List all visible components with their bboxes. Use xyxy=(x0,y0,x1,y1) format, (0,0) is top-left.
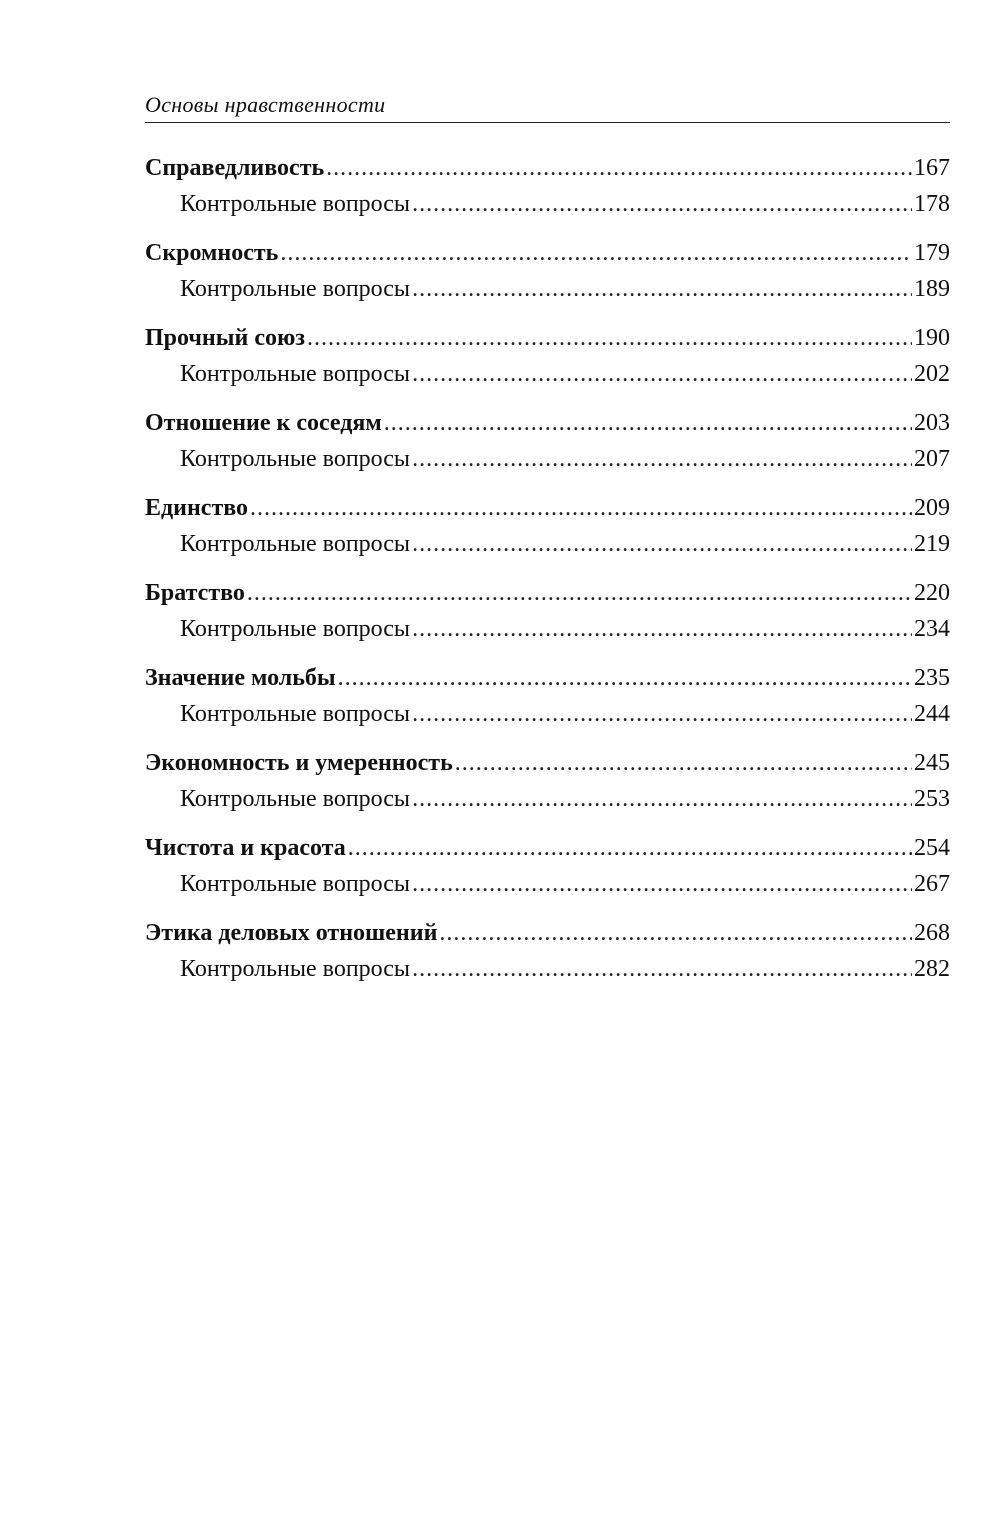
toc-section xyxy=(145,830,950,902)
dot-leader xyxy=(250,490,912,526)
toc-section xyxy=(145,405,950,477)
toc-subentry-title: Контрольные вопросы xyxy=(180,446,411,472)
toc-entry-title: Экономность и умеренность xyxy=(145,750,453,776)
toc-entry[interactable] xyxy=(145,575,950,611)
toc-entry-title: Братство xyxy=(145,580,245,606)
toc-entry-page: 235 xyxy=(914,665,950,691)
dot-leader xyxy=(326,150,912,186)
dot-leader xyxy=(439,915,912,951)
toc-entry[interactable] xyxy=(145,320,950,356)
toc-entry-page: 167 xyxy=(914,155,950,181)
toc-section xyxy=(145,915,950,987)
dot-leader xyxy=(412,781,912,817)
toc-entry-title: Значение мольбы xyxy=(145,665,336,691)
running-header xyxy=(145,92,950,123)
toc-subentry[interactable] xyxy=(145,781,950,817)
dot-leader xyxy=(455,745,912,781)
toc-entry[interactable] xyxy=(145,405,950,441)
toc-subentry[interactable] xyxy=(145,186,950,222)
toc-section xyxy=(145,150,950,222)
toc-subentry[interactable] xyxy=(145,526,950,562)
toc-entry[interactable] xyxy=(145,490,950,526)
toc-entry[interactable] xyxy=(145,150,950,186)
dot-leader xyxy=(307,320,912,356)
toc-subentry-page: 253 xyxy=(914,786,950,812)
toc-entry-title: Отношение к соседям xyxy=(145,410,382,436)
toc-subentry-page: 219 xyxy=(914,531,950,557)
dot-leader xyxy=(412,271,912,307)
toc-subentry-page: 207 xyxy=(914,446,950,472)
toc-subentry-title: Контрольные вопросы xyxy=(180,871,411,897)
toc-entry[interactable] xyxy=(145,235,950,271)
toc-subentry-page: 189 xyxy=(914,276,950,302)
toc-subentry-title: Контрольные вопросы xyxy=(180,361,411,387)
toc-section xyxy=(145,490,950,562)
table-of-contents xyxy=(145,150,950,1000)
toc-subentry[interactable] xyxy=(145,866,950,902)
dot-leader xyxy=(412,696,912,732)
toc-entry-page: 203 xyxy=(914,410,950,436)
dot-leader xyxy=(348,830,912,866)
dot-leader xyxy=(412,866,912,902)
toc-section xyxy=(145,320,950,392)
toc-section xyxy=(145,745,950,817)
toc-entry-title: Этика деловых отношений xyxy=(145,920,438,946)
dot-leader xyxy=(384,405,912,441)
dot-leader xyxy=(280,235,912,271)
toc-entry-page: 179 xyxy=(914,240,950,266)
toc-entry[interactable] xyxy=(145,915,950,951)
running-header-title: Основы нравственности xyxy=(145,92,386,117)
dot-leader xyxy=(412,356,912,392)
toc-subentry-page: 244 xyxy=(914,701,950,727)
toc-entry-page: 220 xyxy=(914,580,950,606)
toc-entry[interactable] xyxy=(145,745,950,781)
toc-entry-page: 254 xyxy=(914,835,950,861)
toc-entry[interactable] xyxy=(145,660,950,696)
toc-entry-page: 190 xyxy=(914,325,950,351)
toc-subentry[interactable] xyxy=(145,356,950,392)
toc-subentry-page: 178 xyxy=(914,191,950,217)
toc-subentry[interactable] xyxy=(145,696,950,732)
toc-subentry-title: Контрольные вопросы xyxy=(180,786,411,812)
toc-subentry[interactable] xyxy=(145,271,950,307)
dot-leader xyxy=(412,611,912,647)
dot-leader xyxy=(338,660,912,696)
toc-section xyxy=(145,235,950,307)
toc-subentry-title: Контрольные вопросы xyxy=(180,701,411,727)
toc-entry-title: Скромность xyxy=(145,240,279,266)
toc-subentry-page: 267 xyxy=(914,871,950,897)
toc-subentry-title: Контрольные вопросы xyxy=(180,191,411,217)
dot-leader xyxy=(412,441,912,477)
toc-entry-title: Справедливость xyxy=(145,155,325,181)
toc-subentry-page: 202 xyxy=(914,361,950,387)
toc-entry-title: Единство xyxy=(145,495,249,521)
dot-leader xyxy=(247,575,912,611)
dot-leader xyxy=(412,526,912,562)
toc-subentry-title: Контрольные вопросы xyxy=(180,531,411,557)
toc-subentry[interactable] xyxy=(145,611,950,647)
toc-section xyxy=(145,660,950,732)
toc-subentry[interactable] xyxy=(145,951,950,987)
toc-entry-title: Прочный союз xyxy=(145,325,305,351)
toc-section xyxy=(145,575,950,647)
dot-leader xyxy=(412,186,912,222)
toc-entry-page: 268 xyxy=(914,920,950,946)
toc-subentry[interactable] xyxy=(145,441,950,477)
toc-subentry-title: Контрольные вопросы xyxy=(180,956,411,982)
toc-subentry-page: 234 xyxy=(914,616,950,642)
toc-entry-page: 209 xyxy=(914,495,950,521)
toc-subentry-page: 282 xyxy=(914,956,950,982)
toc-entry[interactable] xyxy=(145,830,950,866)
toc-subentry-title: Контрольные вопросы xyxy=(180,616,411,642)
toc-entry-title: Чистота и красота xyxy=(145,835,346,861)
toc-subentry-title: Контрольные вопросы xyxy=(180,276,411,302)
dot-leader xyxy=(412,951,912,987)
toc-entry-page: 245 xyxy=(914,750,950,776)
